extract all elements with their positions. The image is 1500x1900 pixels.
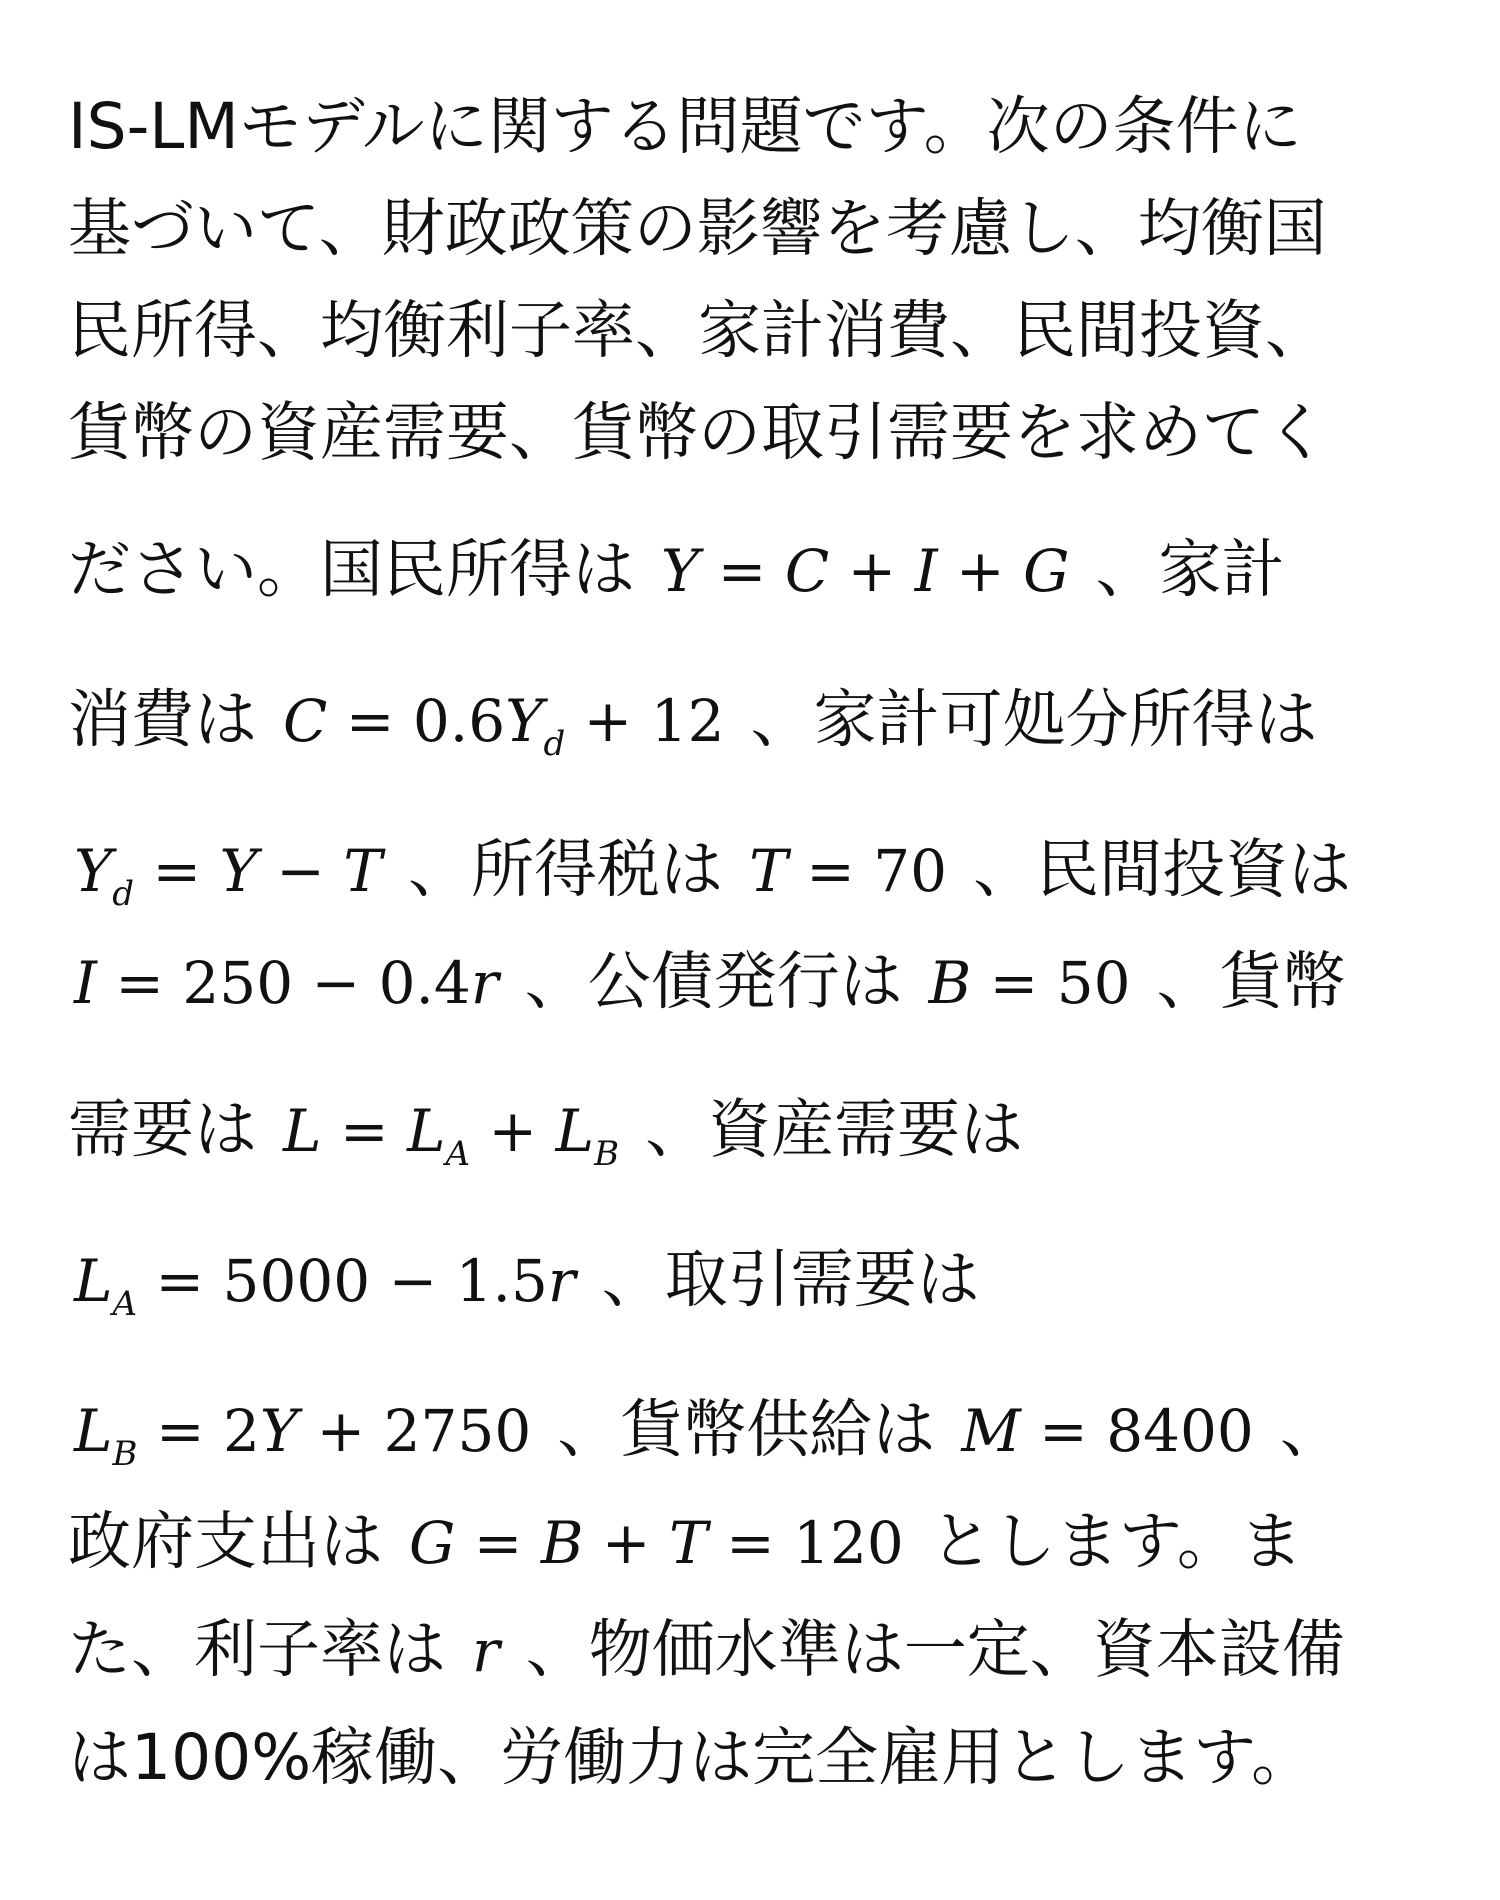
text-line-13 bbox=[68, 1613, 1345, 1686]
text-segment: た、利子率は bbox=[68, 1613, 446, 1686]
formula-disposable-income: $Y_d = Y - T$ bbox=[74, 837, 383, 914]
text-line-4: 貨幣の資産需要、貨幣の取引需要を求めてく bbox=[68, 396, 1328, 469]
text-line-14: は100%稼働、労働力は完全雇用とします。 bbox=[68, 1721, 1315, 1794]
text-line-9 bbox=[68, 1093, 1024, 1174]
text-line-12 bbox=[68, 1505, 1303, 1578]
formula-transaction-demand: $L_B = 2Y + 2750$ bbox=[74, 1397, 532, 1474]
text-segment: ださい。国民所得は bbox=[68, 533, 635, 606]
text-line-3: 民所得、均衡利子率、家計消費、民間投資、 bbox=[68, 294, 1328, 367]
problem-text bbox=[68, 0, 1468, 1900]
formula-investment: I = 250 − 0.4r bbox=[74, 949, 499, 1017]
text-line-11 bbox=[68, 1393, 1343, 1474]
text-segment: 、取引需要は bbox=[601, 1243, 980, 1316]
text-line-5 bbox=[68, 533, 1285, 606]
text-line-6 bbox=[68, 683, 1318, 764]
text-segment: 政府支出は bbox=[68, 1505, 383, 1578]
text-segment: とします。ま bbox=[929, 1505, 1303, 1578]
text-line-8 bbox=[68, 945, 1346, 1018]
formula-asset-demand: $L_A = 5000 - 1.5r$ bbox=[74, 1247, 576, 1324]
text-segment: 、資産需要は bbox=[645, 1093, 1024, 1166]
formula-interest-rate: r bbox=[472, 1617, 500, 1685]
text-line-7 bbox=[68, 833, 1352, 914]
text-line-10 bbox=[68, 1243, 980, 1324]
text-segment: 、家計 bbox=[1095, 533, 1285, 606]
text-segment: 、物価水準は一定、資本設備 bbox=[525, 1613, 1345, 1686]
text-segment: 、公債発行は bbox=[524, 945, 903, 1018]
formula-government-spending: G = B + T = 120 bbox=[409, 1509, 904, 1577]
formula-national-income: Y = C + I + G bbox=[661, 537, 1070, 605]
text-segment: 、家計可処分所得は bbox=[750, 683, 1318, 756]
text-segment: 需要は bbox=[68, 1093, 257, 1166]
text-segment: 消費は bbox=[68, 683, 257, 756]
text-segment: 、所得税は bbox=[408, 833, 724, 906]
formula-money-supply: M = 8400 bbox=[961, 1397, 1254, 1465]
text-segment: 、貨幣 bbox=[1156, 945, 1346, 1018]
formula-bond-issue: B = 50 bbox=[928, 949, 1131, 1017]
text-segment: 、 bbox=[1279, 1393, 1343, 1466]
text-segment: 、民間投資は bbox=[973, 833, 1352, 906]
text-line-2: 基づいて、財政政策の影響を考慮し、均衡国 bbox=[68, 192, 1327, 265]
text-segment: 、貨幣供給は bbox=[557, 1393, 936, 1466]
formula-money-demand: $L = L_A + L_B$ bbox=[283, 1097, 620, 1174]
text-line-1: IS-LMモデルに関する問題です。次の条件に bbox=[68, 90, 1302, 163]
formula-consumption: $C = 0.6Y_d + 12$ bbox=[283, 687, 725, 764]
formula-income-tax: T = 70 bbox=[749, 837, 948, 905]
